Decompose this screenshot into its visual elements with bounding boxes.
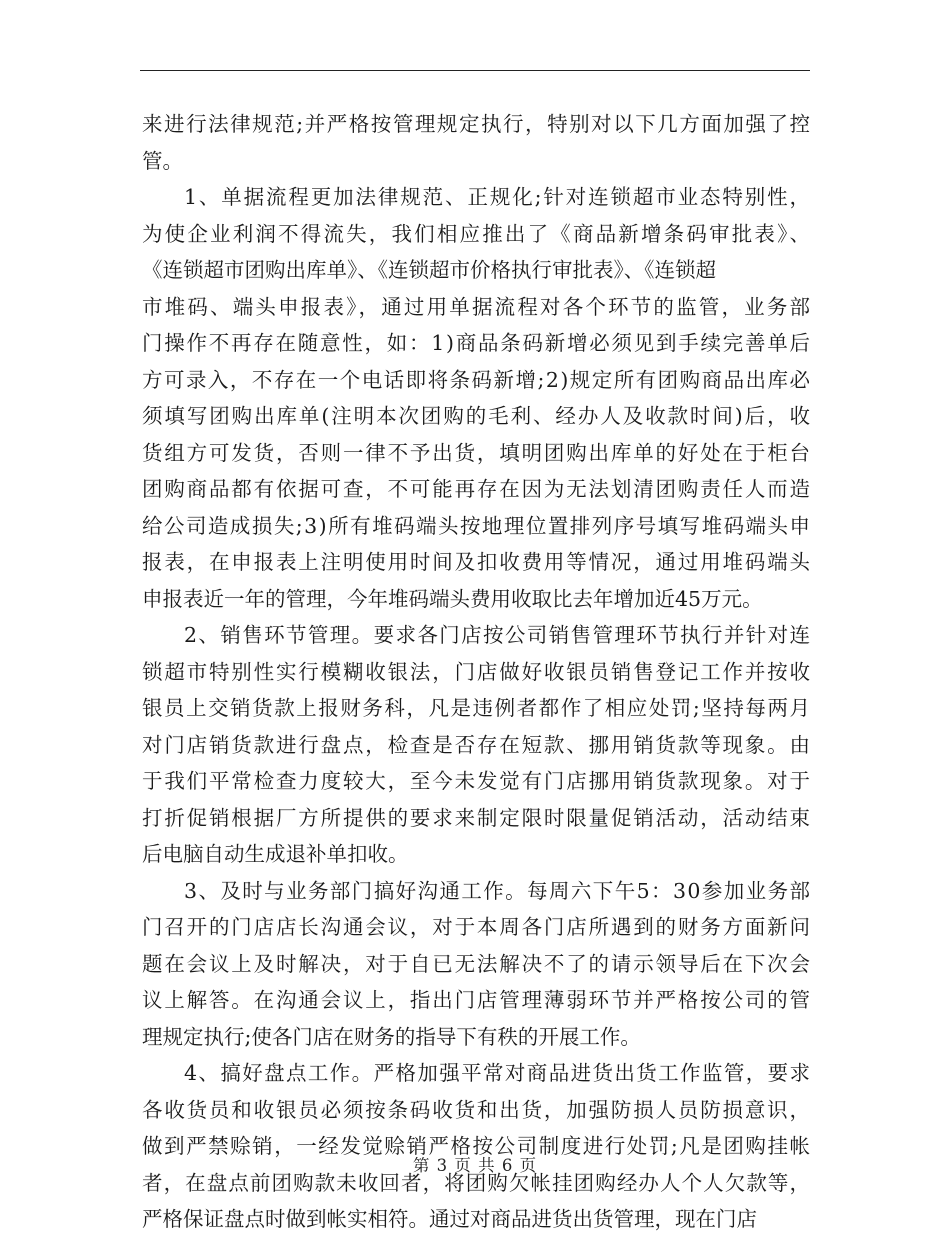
text-line: 方可录入，不存在一个电话即将条码新增;2)规定所有团购商品出库必 <box>142 367 812 392</box>
text-line: 团购商品都有依据可查，不可能再存在因为无法划清团购责任人而造 <box>142 477 812 501</box>
text-line: 《连锁超市团购出库单》、《连锁超市价格执行审批表》、《连锁超 <box>142 258 716 282</box>
text-line: 打折促销根据厂方所提供的要求来制定限时限量促销活动，活动结束 <box>142 805 812 830</box>
text-line: 后电脑自动生成退补单扣收。 <box>142 842 409 866</box>
page-number-footer: 第 3 页 共 6 页 <box>412 1156 538 1175</box>
text-line: 管。 <box>142 148 183 173</box>
header-divider <box>140 70 810 71</box>
text-line: 门操作不再存在随意性，如：1)商品条码新增必须见到手续完善单后 <box>142 331 812 355</box>
text-line: 申报表近一年的管理，今年堆码端头费用收取比去年增加近45万元。 <box>142 586 763 611</box>
document-body <box>142 106 813 1238</box>
text-line: 银员上交销货款上报财务科，凡是违例者都作了相应处罚;坚持每两月 <box>142 696 812 720</box>
text-line: 者，在盘点前团购款未收回者，将团购欠帐挂团购经办人个人欠款等， <box>142 1170 812 1195</box>
text-line: 门召开的门店店长沟通会议，对于本周各门店所遇到的财务方面新问 <box>142 915 812 939</box>
text-line: 题在会议上及时解决，对于自已无法解决不了的请示领导后在下次会 <box>142 951 812 976</box>
text-line: 2、销售环节管理。要求各门店按公司销售管理环节执行并针对连 <box>184 623 812 647</box>
text-line: 对门店销货款进行盘点，检查是否存在短款、挪用销货款等现象。由 <box>142 732 812 757</box>
text-line: 4、搞好盘点工作。严格加强平常对商品进货出货工作监管，要求 <box>184 1061 812 1085</box>
text-line: 理规定执行;使各门店在财务的指导下有秩的开展工作。 <box>142 1024 641 1049</box>
text-line: 为使企业利润不得流失，我们相应推出了《商品新增条码审批表》、 <box>142 221 813 246</box>
text-line: 报表，在申报表上注明使用时间及扣收费用等情况，通过用堆码端头 <box>142 550 812 574</box>
text-line: 严格保证盘点时做到帐实相符。通过对商品进货出货管理，现在门店 <box>142 1207 757 1231</box>
text-line: 锁超市特别性实行模糊收银法，门店做好收银员销售登记工作并按收 <box>142 659 812 684</box>
text-line: 议上解答。在沟通会议上，指出门店管理薄弱环节并严格按公司的管 <box>142 988 812 1012</box>
text-line: 来进行法律规范;并严格按管理规定执行，特别对以下几方面加强了控 <box>142 112 812 136</box>
text-line: 1、单据流程更加法律规范、正规化;针对连锁超市业态特别性， <box>184 185 812 209</box>
text-line: 3、及时与业务部门搞好沟通工作。每周六下午5：30参加业务部 <box>184 878 812 903</box>
text-line: 做到严禁赊销，一经发觉赊销严格按公司制度进行处罚;凡是团购挂帐 <box>142 1134 812 1158</box>
text-line: 各收货员和收银员必须按条码收货和出货，加强防损人员防损意识， <box>142 1097 812 1122</box>
text-line: 须填写团购出库单(注明本次团购的毛利、经办人及收款时间)后，收 <box>142 404 812 428</box>
text-line: 市堆码、端头申报表》，通过用单据流程对各个环节的监管，业务部 <box>142 294 813 319</box>
text-line: 给公司造成损失;3)所有堆码端头按地理位置排列序号填写堆码端头申 <box>142 513 812 538</box>
text-line: 货组方可发货，否则一律不予出货，填明团购出库单的好处在于柜台 <box>142 440 812 465</box>
text-line: 于我们平常检查力度较大，至今未发觉有门店挪用销货款现象。对于 <box>142 769 812 793</box>
